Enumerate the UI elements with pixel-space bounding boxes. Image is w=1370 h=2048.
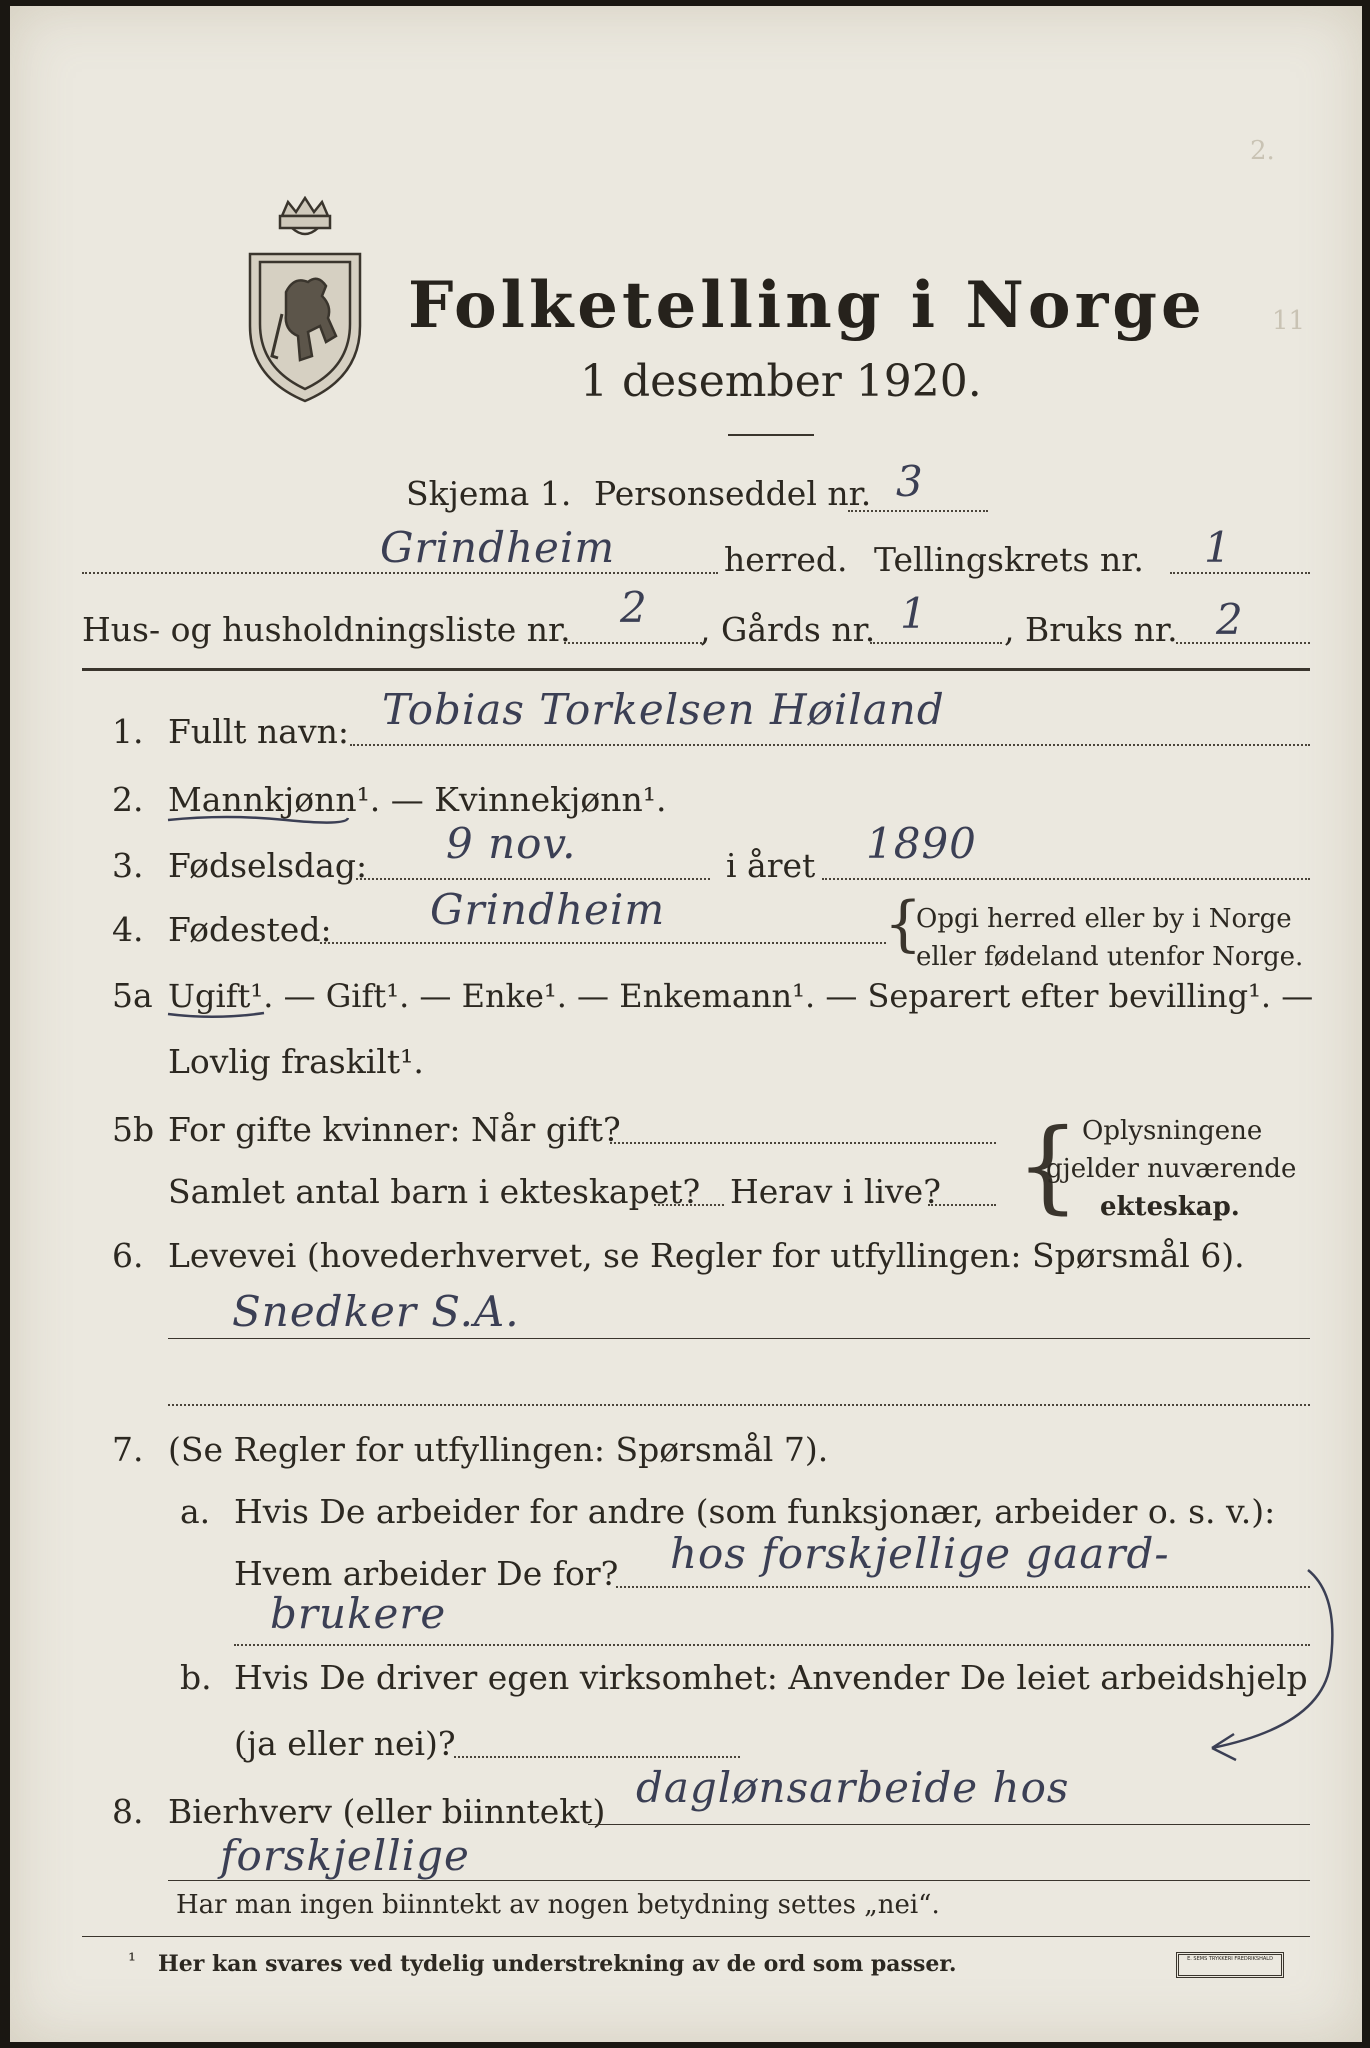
q7b-letter: b. xyxy=(180,1658,212,1697)
q7a-value1: hos forskjellige gaard- xyxy=(670,1529,1170,1578)
q6-number: 6. xyxy=(112,1236,144,1275)
bleed-through-text: 2. xyxy=(1250,136,1275,166)
bruks-label: , Bruks nr. xyxy=(1004,610,1178,649)
census-form-page xyxy=(10,6,1362,2042)
personseddel-label: Personseddel nr. xyxy=(594,474,872,513)
q8-line2 xyxy=(168,1880,1310,1881)
q6-value: Snedker S.A. xyxy=(232,1287,520,1336)
husliste-line xyxy=(564,642,702,644)
gards-line xyxy=(870,642,1002,644)
gards-value: 1 xyxy=(900,589,928,638)
q7a-question: Hvem arbeider De for? xyxy=(234,1554,619,1593)
husliste-value: 2 xyxy=(620,583,648,632)
footnote-text: Her kan svares ved tydelig understrekning av de ord som passer. xyxy=(158,1951,957,1977)
q1-line xyxy=(350,744,1310,746)
footnote-mark: ¹ xyxy=(128,1948,137,1972)
q1-number: 1. xyxy=(112,712,144,751)
herred-value: Grindheim xyxy=(380,523,616,572)
q3-value: 9 nov. xyxy=(446,819,577,868)
q6-label: Levevei (hovederhvervet, se Regler for utfyllingen: Spørsmål 6). xyxy=(168,1236,1245,1275)
form-title: Folketelling i Norge xyxy=(408,268,1206,343)
tellingskrets-value: 1 xyxy=(1204,523,1232,572)
q1-value: Tobias Torkelsen Høiland xyxy=(382,685,945,734)
q4-line xyxy=(320,942,886,944)
bleed-through-text: 11 xyxy=(1272,306,1306,336)
q5b-barn-line xyxy=(654,1204,724,1206)
header-divider xyxy=(82,668,1310,671)
q4-note-line1: Opgi herred eller by i Norge xyxy=(916,904,1292,934)
q5b-live-line xyxy=(928,1204,996,1206)
gards-label: , Gårds nr. xyxy=(700,610,876,649)
printer-stamp xyxy=(1176,1952,1284,1978)
q7-label: (Se Regler for utfyllingen: Spørsmål 7). xyxy=(168,1430,829,1469)
q8-label: Bierhverv (eller biinntekt) xyxy=(168,1792,606,1831)
census-date: 1 desember 1920. xyxy=(580,356,982,407)
ugift-underline xyxy=(166,1008,266,1022)
q7b-text: Hvis De driver egen virksomhet: Anvender De leiet arbeidshjelp xyxy=(234,1658,1308,1697)
q8-note: Har man ingen biinntekt av nogen betydning settes „nei“. xyxy=(176,1890,940,1920)
handwritten-arrow xyxy=(1190,1566,1350,1766)
q2-label: Mannkjønn¹. — Kvinnekjønn¹. xyxy=(168,780,667,819)
q3-year-label: i året xyxy=(726,846,816,885)
q8-line1 xyxy=(588,1824,1310,1825)
q5b-number: 5b xyxy=(112,1110,155,1149)
q7a-letter: a. xyxy=(180,1492,211,1531)
q7-number: 7. xyxy=(112,1430,144,1469)
q7a-line2 xyxy=(234,1644,1310,1646)
personseddel-line xyxy=(848,510,988,512)
tellingskrets-line xyxy=(1170,572,1310,574)
personseddel-value: 3 xyxy=(896,457,924,506)
q8-value1: daglønsarbeide hos xyxy=(636,1763,1070,1812)
q6-line1 xyxy=(168,1338,1310,1339)
q4-label: Fødested: xyxy=(168,910,332,949)
q3-year-value: 1890 xyxy=(866,819,977,868)
q5b-line1: For gifte kvinner: Når gift? xyxy=(168,1110,621,1149)
skjema-label: Skjema 1. xyxy=(406,474,572,513)
q5b-line2: Samlet antal barn i ekteskapet? xyxy=(168,1172,701,1211)
q4-note-line2: eller fødeland utenfor Norge. xyxy=(916,942,1304,972)
herred-line xyxy=(82,572,718,574)
mannkjonn-underline xyxy=(166,812,350,826)
q2-number: 2. xyxy=(112,780,144,819)
q8-value2: forskjellige xyxy=(220,1831,470,1880)
q3-line xyxy=(356,878,710,880)
q6-line2 xyxy=(168,1404,1310,1406)
q3-number: 3. xyxy=(112,846,144,885)
q4-number: 4. xyxy=(112,910,144,949)
q5b-note-line2: gjelder nuværende xyxy=(1046,1154,1297,1184)
q4-brace: { xyxy=(884,889,923,959)
q7b-question: (ja eller nei)? xyxy=(234,1724,456,1763)
q3-label: Fødselsdag: xyxy=(168,846,368,885)
q5a-line2: Lovlig fraskilt¹. xyxy=(168,1042,424,1081)
q3-year-line xyxy=(822,878,1310,880)
q7b-line xyxy=(454,1756,740,1758)
q7a-text: Hvis De arbeider for andre (som funksjonær, arbeider o. s. v.): xyxy=(234,1492,1276,1531)
norwegian-coat-of-arms-icon xyxy=(242,196,368,406)
q5b-gift-line xyxy=(610,1142,996,1144)
bruks-value: 2 xyxy=(1216,595,1244,644)
herred-label: herred. xyxy=(724,540,848,579)
q8-number: 8. xyxy=(112,1792,144,1831)
q1-label: Fullt navn: xyxy=(168,712,349,751)
tellingskrets-label: Tellingskrets nr. xyxy=(874,540,1144,579)
q5a-number: 5a xyxy=(112,976,153,1015)
q5b-note-line3: ekteskap. xyxy=(1100,1192,1240,1222)
q5a-line1: Ugift¹. — Gift¹. — Enke¹. — Enkemann¹. — Separert efter bevilling¹. — xyxy=(168,977,1314,1015)
q4-value: Grindheim xyxy=(430,885,666,934)
footnote-divider xyxy=(82,1936,1310,1937)
husliste-label: Hus- og husholdningsliste nr. xyxy=(82,610,571,649)
title-divider xyxy=(728,434,814,436)
q5b-note-line1: Oplysningene xyxy=(1082,1116,1263,1146)
q7a-value2: brukere xyxy=(270,1589,447,1638)
q5b-brace: { xyxy=(1016,1107,1080,1224)
printer-stamp-text: E. SEMS TRYKKERI FREDRIKSHALD xyxy=(1178,1954,1282,1976)
q5b-line2b: Herav i live? xyxy=(730,1172,941,1211)
